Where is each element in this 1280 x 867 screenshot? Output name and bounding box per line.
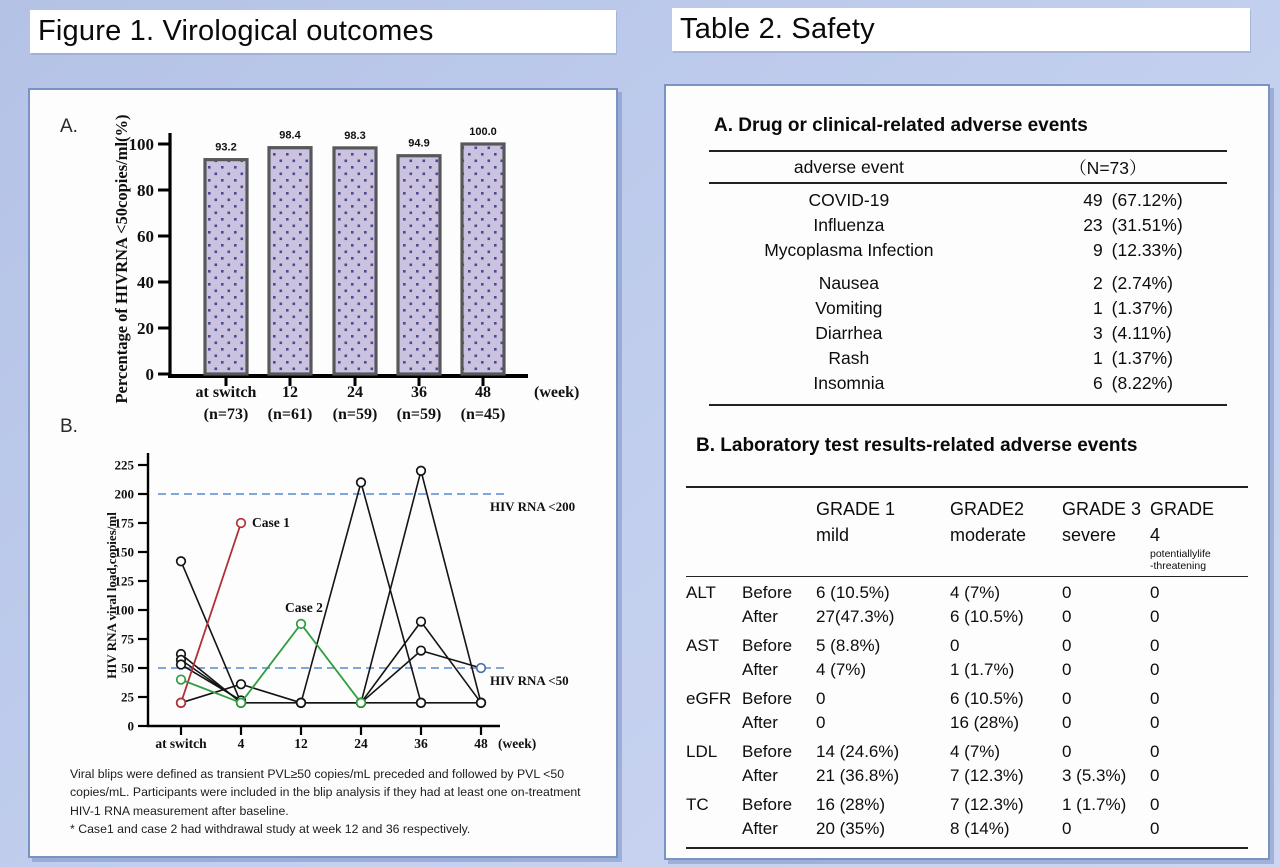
grade1-value: 14 (24.6%) [816, 742, 900, 761]
bar [462, 144, 504, 374]
grade2-value: 4 (7%) [950, 742, 1001, 761]
y-axis-title: Percentage of HIVRNA <50copies/ml(%) [112, 114, 131, 404]
reference-line-label: HIV RNA <200 [490, 499, 576, 514]
x-sublabel: (n=45) [460, 406, 506, 423]
lab-results-table [686, 486, 1248, 849]
grade4-value: 0 [1150, 713, 1160, 732]
bar [334, 148, 376, 374]
adverse-event-name: COVID-19 [808, 190, 890, 210]
lab-test-name: TC [686, 795, 709, 814]
grade1-value: 20 (35%) [816, 819, 885, 838]
grade2-value: 16 (28%) [950, 713, 1019, 732]
x-axis-unit-label: (week) [498, 736, 537, 751]
y-tick-label: 200 [114, 486, 134, 502]
grade-column-header [1062, 496, 1150, 572]
x-sublabel: (n=73) [203, 406, 249, 423]
y-tick-label: 40 [137, 273, 154, 292]
grade-header-line: GRADE 1 [816, 499, 896, 519]
event-count: 3 [1092, 323, 1103, 343]
table-a-body [709, 184, 1227, 406]
footnote-line: * Case1 and case 2 had withdrawal study at week 12 and 36 respectively. [70, 822, 471, 837]
bar [398, 156, 440, 374]
grade2-value: 7 (12.3%) [950, 795, 1024, 814]
event-count: 9 [1092, 240, 1103, 260]
x-tick-label: 24 [354, 736, 368, 751]
data-point-case-2 [357, 699, 366, 708]
line-chart [30, 425, 618, 757]
grade1-value: 6 (10.5%) [816, 583, 890, 602]
bar-value-label: 93.2 [215, 141, 237, 154]
lab-test-name: LDL [686, 742, 718, 761]
lab-test-name: eGFR [686, 689, 732, 708]
case-label: Case 1 [252, 515, 290, 530]
x-category-label: 36 [411, 384, 427, 401]
timepoint: After [742, 766, 778, 785]
event-percent: (67.12%) [1111, 190, 1183, 210]
data-point-case-1 [177, 699, 186, 708]
table-row [686, 711, 1248, 735]
series-line-patient-1 [181, 561, 481, 703]
table-b-header-row [686, 486, 1248, 577]
data-point-case-2 [297, 620, 306, 629]
figure1-title: Figure 1. Virological outcomes [38, 15, 434, 47]
x-tick-label: 48 [474, 736, 488, 751]
case-label: Case 2 [285, 599, 323, 615]
grade4-value: 0 [1150, 742, 1160, 761]
adverse-event-name: Mycoplasma Infection [764, 240, 934, 260]
x-sublabel: (n=61) [267, 406, 313, 423]
grade-header-subtext: -threatening [1150, 560, 1207, 572]
y-tick-label: 0 [145, 365, 154, 384]
empty-header-cell [742, 496, 816, 572]
y-tick-label: 50 [121, 660, 134, 676]
bar-value-label: 100.0 [469, 126, 497, 138]
table2-title: Table 2. Safety [680, 13, 875, 45]
event-percent: (2.74%) [1111, 273, 1173, 293]
data-point-patient-8 [417, 617, 426, 626]
grade-header-line: 4 [1150, 525, 1161, 545]
timepoint: After [742, 713, 778, 732]
data-point-patient-7 [417, 467, 426, 476]
data-point-case-2 [177, 675, 186, 684]
grade3-value: 3 (5.3%) [1062, 766, 1127, 785]
grade4-value: 0 [1150, 583, 1160, 602]
table-row [686, 658, 1248, 682]
grade1-value: 21 (36.8%) [816, 766, 900, 785]
table-row [709, 271, 1227, 296]
table2-panel [664, 84, 1270, 860]
table-row [686, 740, 1248, 764]
timepoint: Before [742, 689, 793, 708]
table-row [686, 764, 1248, 788]
lab-test-name: ALT [686, 583, 716, 602]
table-b-title: B. Laboratory test results-related adverse events [696, 435, 1138, 456]
bar-chart [30, 105, 618, 435]
grade-header-line: severe [1062, 525, 1117, 545]
series-line-case-1 [181, 523, 241, 703]
adverse-event-name: Rash [828, 348, 870, 368]
data-point-case-1 [237, 519, 246, 528]
grade-column-header [950, 496, 1062, 572]
adverse-event-name: Vomiting [815, 298, 883, 318]
grade2-value: 1 (1.7%) [950, 660, 1015, 679]
series-line-patient-6 [301, 482, 421, 702]
bar [205, 160, 247, 374]
grade2-value: 7 (12.3%) [950, 766, 1024, 785]
table-row [709, 321, 1227, 346]
table-row [686, 581, 1248, 605]
event-count: 1 [1092, 298, 1103, 318]
timepoint: Before [742, 636, 793, 655]
adverse-events-table [709, 150, 1227, 406]
figure1-title-strip [30, 10, 616, 53]
bar-value-label: 98.3 [344, 129, 366, 142]
grade4-value: 0 [1150, 660, 1160, 679]
data-point-patient-8 [477, 699, 486, 708]
adverse-event-name: Diarrhea [815, 323, 883, 343]
event-percent: (8.22%) [1111, 373, 1173, 393]
table-a-title: A. Drug or clinical-related adverse events [714, 115, 1088, 136]
table-row [686, 687, 1248, 711]
adverse-event-name: Insomnia [813, 373, 885, 393]
y-tick-label: 225 [114, 457, 134, 473]
event-count: 6 [1092, 373, 1103, 393]
x-tick-label: 12 [294, 736, 308, 751]
table-row [686, 793, 1248, 817]
grade4-value: 0 [1150, 795, 1160, 814]
grade4-value: 0 [1150, 636, 1160, 655]
y-tick-label: 100 [128, 135, 154, 154]
grade1-value: 0 [816, 689, 826, 708]
x-category-label: 24 [347, 384, 363, 401]
y-tick-label: 125 [114, 573, 134, 589]
grade3-value: 1 (1.7%) [1062, 795, 1127, 814]
grade-header-line: mild [816, 525, 850, 545]
y-tick-label: 25 [121, 689, 134, 705]
table-a-header-row [709, 150, 1227, 184]
timepoint: After [742, 660, 778, 679]
y-tick-label: 175 [114, 515, 134, 531]
grade2-value: 8 (14%) [950, 819, 1010, 838]
timepoint: After [742, 819, 778, 838]
grade-column-header [816, 496, 950, 572]
reference-line-label: HIV RNA <50 [490, 673, 569, 688]
grade3-value: 0 [1062, 819, 1072, 838]
grade3-value: 0 [1062, 607, 1072, 626]
data-point-patient-5 [237, 680, 246, 689]
grade3-value: 0 [1062, 660, 1072, 679]
event-percent: (4.11%) [1111, 323, 1172, 343]
timepoint: Before [742, 742, 793, 761]
grade-column-header [1150, 496, 1248, 572]
table2-title-strip [672, 8, 1250, 51]
footnote-line: copies/mL. Participants were included in the blip analysis if they had at least one on-treatment [70, 785, 581, 800]
table-row [709, 188, 1227, 213]
grade2-value: 0 [950, 636, 960, 655]
figure1-panel [28, 88, 618, 858]
grade3-value: 0 [1062, 583, 1072, 602]
y-tick-label: 0 [127, 718, 134, 734]
grade4-value: 0 [1150, 766, 1160, 785]
table-row [709, 238, 1227, 263]
table-row [709, 296, 1227, 321]
footnote-line: HIV-1 RNA measurement after baseline. [70, 803, 289, 818]
column-header-adverse-event: adverse event [793, 156, 904, 177]
y-tick-label: 150 [114, 544, 134, 560]
event-percent: (1.37%) [1111, 298, 1173, 318]
empty-header-cell [686, 496, 742, 572]
grade-header-line: moderate [950, 525, 1027, 545]
event-percent: (12.33%) [1111, 240, 1183, 260]
footnote-line: Viral blips were defined as transient PVL≥50 copies/mL preceded and followed by PVL <50 [70, 767, 565, 781]
grade1-value: 16 (28%) [816, 795, 885, 814]
series-line-case-2 [181, 624, 361, 703]
data-point-patient-6 [297, 699, 306, 708]
figure-footnote [70, 765, 581, 839]
grade2-value: 6 (10.5%) [950, 607, 1024, 626]
data-point-patient-4 [177, 660, 186, 669]
data-point-patient-6 [417, 699, 426, 708]
table-row [709, 371, 1227, 396]
table-row [709, 346, 1227, 371]
y-tick-label: 75 [121, 631, 134, 647]
grade3-value: 0 [1062, 636, 1072, 655]
x-axis-unit-label: (week) [534, 384, 580, 401]
grade3-value: 0 [1062, 689, 1072, 708]
x-category-label: 12 [282, 384, 298, 401]
grade3-value: 0 [1062, 713, 1072, 732]
grade-header-line: GRADE [1150, 499, 1215, 519]
x-category-label: at switch [195, 384, 257, 401]
grade2-value: 6 (10.5%) [950, 689, 1024, 708]
grade1-value: 0 [816, 713, 826, 732]
grade3-value: 0 [1062, 742, 1072, 761]
data-point-patient-9 [417, 646, 426, 655]
table-row [686, 817, 1248, 841]
x-category-label: 48 [475, 384, 491, 401]
lab-test-name: AST [686, 636, 720, 655]
x-tick-label: 4 [237, 736, 245, 751]
grade4-value: 0 [1150, 607, 1160, 626]
event-count: 1 [1092, 348, 1103, 368]
adverse-event-name: Nausea [818, 273, 880, 293]
data-point-patient-9 [477, 664, 486, 673]
column-header-n: （N=73） [1069, 157, 1147, 178]
timepoint: Before [742, 795, 793, 814]
y-tick-label: 20 [137, 319, 154, 338]
bar-value-label: 94.9 [408, 137, 430, 150]
grade-header-line: GRADE2 [950, 499, 1025, 519]
table-row [686, 634, 1248, 658]
y-tick-label: 60 [137, 227, 154, 246]
grade4-value: 0 [1150, 689, 1160, 708]
grade2-value: 4 (7%) [950, 583, 1001, 602]
x-sublabel: (n=59) [332, 406, 378, 423]
adverse-event-name: Influenza [813, 215, 885, 235]
y-axis-title: HIV RNA viral load,copies/ml [104, 512, 119, 679]
data-point-case-2 [237, 699, 246, 708]
event-count: 49 [1083, 190, 1103, 210]
grade-header-line: GRADE 3 [1062, 499, 1142, 519]
table-row [709, 213, 1227, 238]
event-percent: (1.37%) [1111, 348, 1173, 368]
grade1-value: 27(47.3%) [816, 607, 895, 626]
x-sublabel: (n=59) [396, 406, 442, 423]
panel-b-label: B. [60, 416, 78, 437]
panel-a-label: A. [60, 116, 78, 137]
data-point-patient-1 [177, 557, 186, 566]
x-tick-label: 36 [414, 736, 428, 751]
bar-value-label: 98.4 [279, 129, 301, 142]
event-count: 23 [1083, 215, 1103, 235]
grade-header-subtext: potentiallylife [1150, 548, 1211, 560]
x-tick-label: at switch [155, 736, 207, 751]
series-line-patient-5 [181, 684, 361, 703]
grade4-value: 0 [1150, 819, 1160, 838]
table-b-body [686, 577, 1248, 849]
timepoint: Before [742, 583, 793, 602]
grade1-value: 5 (8.8%) [816, 636, 881, 655]
y-tick-label: 80 [137, 181, 154, 200]
table-row [686, 605, 1248, 629]
event-percent: (31.51%) [1111, 215, 1183, 235]
bar [269, 148, 311, 374]
data-point-patient-6 [357, 478, 366, 487]
timepoint: After [742, 607, 778, 626]
event-count: 2 [1092, 273, 1103, 293]
series-line-patient-9 [361, 651, 481, 703]
grade1-value: 4 (7%) [816, 660, 867, 679]
y-tick-label: 100 [114, 602, 134, 618]
